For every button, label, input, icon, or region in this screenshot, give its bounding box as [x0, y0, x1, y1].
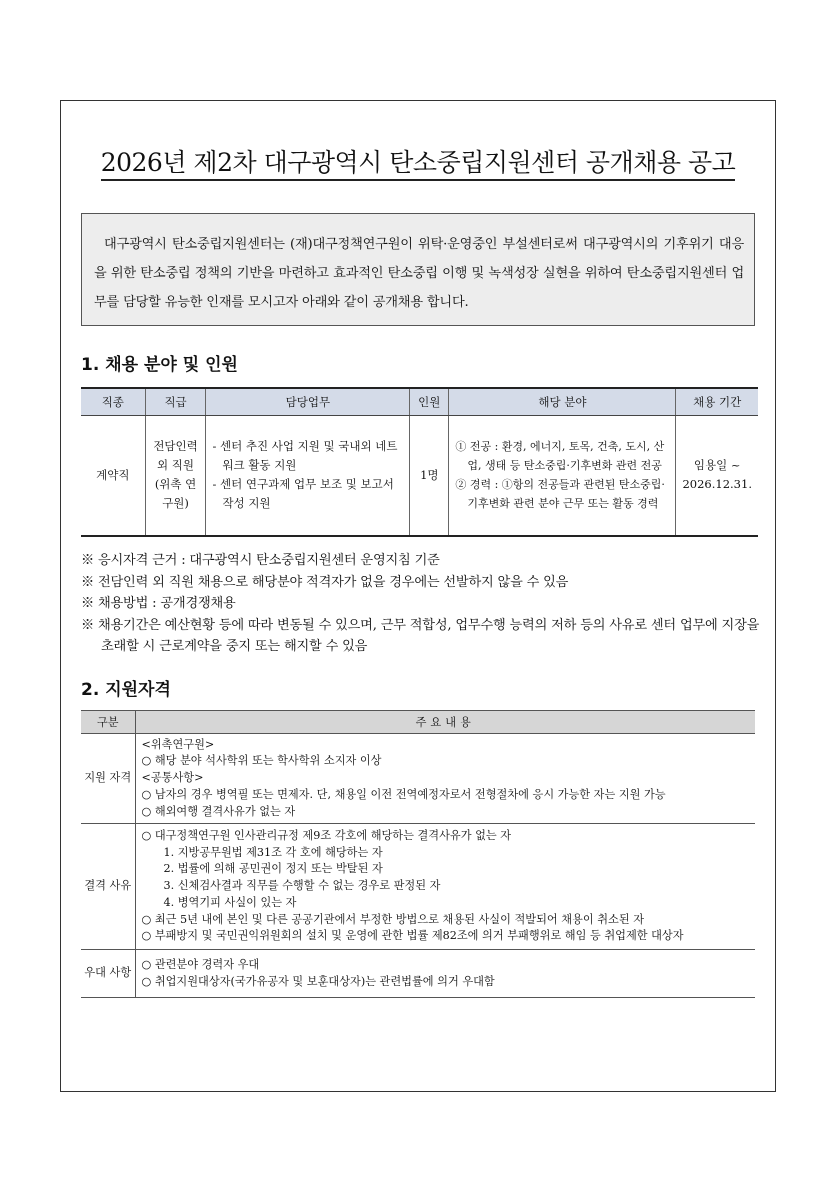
header-duties: 담당업무 — [206, 388, 410, 416]
cell-count: 1명 — [410, 416, 449, 536]
list-item: 1. 지방공무원법 제31조 각 호에 해당하는 자 — [163, 845, 383, 859]
header-fields: 해당 분야 — [449, 388, 676, 416]
intro-text: 대구광역시 탄소중립지원센터는 (재)대구정책연구원이 위탁·운영중인 부설센터로써 대구광역시의 기후위기 대응을 위한 탄소중립 정책의 기반을 마련하고 효과적인 탄소중립 이행 및 녹색성장 실현을 위하여 탄소중립지원센터 업무를 담당할 유능한 인재를 모시고자 아래와 같이 공개채용 합니다. — [94, 237, 744, 310]
list-item: 2. 법률에 의해 공민권이 정지 또는 박탈된 자 — [163, 862, 383, 876]
cell-grade: 전담인력 외 직원 (위촉 연구원) — [145, 416, 206, 536]
list-item: ○ 최근 5년 내에 본인 및 다른 공공기관에서 부정한 방법으로 채용된 사실이 적발되어 채용이 취소된 자 — [141, 912, 645, 926]
document-title: 2026년 제2차 대구광역시 탄소중립지원센터 공개채용 공고 — [60, 143, 776, 179]
category-eligibility: 지원 자격 — [81, 734, 135, 824]
note-item: ※ 전담인력 외 직원 채용으로 해당분야 적격자가 없을 경우에는 선발하지 않을 수 있음 — [81, 574, 569, 590]
category-preference: 우대 사항 — [81, 950, 135, 998]
qualification-table — [81, 710, 755, 998]
cell-period: 임용일 ~ 2026.12.31. — [676, 416, 758, 536]
duty-item: - 센터 연구과제 업무 보조 및 보고서 작성 지원 — [212, 477, 394, 511]
list-item: <위촉연구원> — [141, 737, 215, 751]
cell-job-type: 계약직 — [81, 416, 145, 536]
list-item: ○ 남자의 경우 병역필 또는 면제자. 단, 채용일 이전 전역예정자로서 전형절차에 응시 가능한 자는 지원 가능 — [141, 787, 666, 801]
table-row — [81, 416, 758, 536]
section-1-heading: 1. 채용 분야 및 인원 — [81, 355, 238, 375]
header-period: 채용 기간 — [676, 388, 758, 416]
list-item: <공통사항> — [141, 771, 204, 785]
header-count: 인원 — [410, 388, 449, 416]
header-grade: 직급 — [145, 388, 206, 416]
list-item: ○ 해외여행 결격사유가 없는 자 — [141, 804, 296, 818]
list-item: 3. 신체검사결과 직무를 수행할 수 없는 경우로 판정된 자 — [163, 879, 441, 893]
field-item: ① 전공 : 환경, 에너지, 토목, 건축, 도시, 산업, 생태 등 탄소중립·기후변화 관련 전공 — [455, 440, 665, 473]
table-row — [81, 950, 755, 998]
cell-duties — [206, 416, 410, 536]
header-main-content: 주요내용 — [135, 711, 755, 734]
note-item: ※ 채용기간은 예산현황 등에 따라 변동될 수 있으며, 근무 적합성, 업무수행 능력의 저하 등의 사유로 센터 업무에 지장을 초래할 시 근로계약을 중지 또는 해지할 수 있음 — [81, 617, 760, 654]
header-job-type: 직종 — [81, 388, 145, 416]
recruitment-table — [81, 387, 758, 537]
section-2-heading: 2. 지원자격 — [81, 680, 171, 700]
table-row — [81, 824, 755, 950]
content-preference — [135, 950, 755, 998]
list-item: ○ 대구정책연구원 인사관리규정 제9조 각호에 해당하는 결격사유가 없는 자 — [141, 828, 512, 842]
list-item: ○ 해당 분야 석사학위 또는 학사학위 소지자 이상 — [141, 754, 382, 768]
list-item: ○ 취업지원대상자(국가유공자 및 보훈대상자)는 관련법률에 의거 우대함 — [141, 974, 495, 988]
list-item: 4. 병역기피 사실이 있는 자 — [163, 895, 297, 909]
recruitment-table-header — [81, 388, 758, 416]
table-row — [81, 734, 755, 824]
qualification-table-header — [81, 711, 755, 734]
content-disqualification — [135, 824, 755, 950]
content-eligibility — [135, 734, 755, 824]
list-item: ○ 관련분야 경력자 우대 — [141, 957, 260, 971]
intro-box — [81, 213, 755, 326]
notes — [81, 550, 761, 658]
category-disqualification: 결격 사유 — [81, 824, 135, 950]
note-item: ※ 채용방법 : 공개경쟁채용 — [81, 596, 236, 611]
list-item: ○ 부패방지 및 국민권익위원회의 설치 및 운영에 관한 법률 제82조에 의거 부패행위로 해임 등 취업제한 대상자 — [141, 929, 684, 943]
field-item: ② 경력 : ①항의 전공들과 관련된 탄소중립·기후변화 관련 분야 근무 또는 활동 경력 — [455, 478, 665, 511]
note-item: ※ 응시자격 근거 : 대구광역시 탄소중립지원센터 운영지침 기준 — [81, 553, 440, 568]
header-category: 구분 — [81, 711, 135, 734]
cell-fields — [449, 416, 676, 536]
duty-item: - 센터 추진 사업 지원 및 국내외 네트워크 활동 지원 — [212, 439, 398, 473]
